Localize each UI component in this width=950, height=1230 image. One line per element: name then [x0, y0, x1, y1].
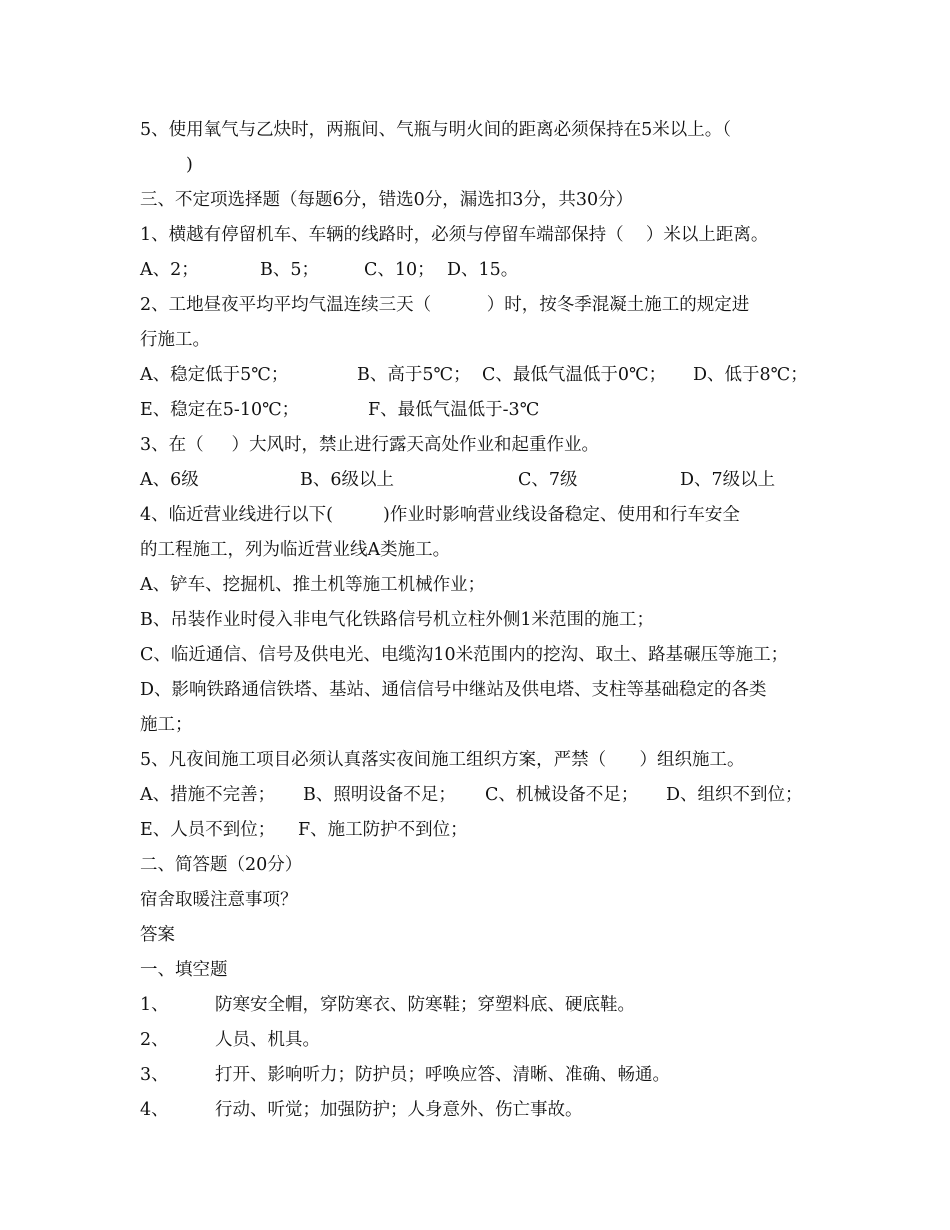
option-d: D、组织不到位； — [666, 785, 803, 805]
option-e: E、人员不到位； — [140, 820, 276, 840]
mc-question-4-line-2: 的工程施工，列为临近营业线A类施工。 — [140, 540, 451, 560]
mc-question-3: 3、在（ ）大风时，禁止进行露天高处作业和起重作业。 — [140, 435, 599, 455]
mc-question-4-option-d-line-1: D、影响铁路通信铁塔、基站、通信信号中继站及供电塔、支柱等基础稳定的各类 — [140, 680, 767, 700]
answers-heading: 答案 — [140, 925, 175, 945]
mc-question-2-line-2: 行施工。 — [140, 330, 210, 350]
answer-number: 4、 — [140, 1100, 169, 1120]
option-f: F、施工防护不到位； — [298, 820, 468, 840]
option-a: A、措施不完善； — [140, 785, 276, 805]
mc-question-1: 1、横越有停留机车、车辆的线路时，必须与停留车端部保持（ ）米以上距离。 — [140, 225, 769, 245]
option-b: B、6级以上 — [300, 470, 394, 490]
option-b: B、高于5℃； — [357, 365, 471, 385]
mc-question-4-option-a: A、铲车、挖掘机、推土机等施工机械作业； — [140, 575, 486, 595]
option-d: D、低于8℃； — [693, 365, 808, 385]
answer-number: 2、 — [140, 1030, 169, 1050]
answer-text: 打开、影响听力；防护员；呼唤应答、清晰、准确、畅通。 — [215, 1065, 670, 1085]
option-c: C、10； — [364, 260, 435, 280]
option-c: C、7级 — [518, 470, 578, 490]
short-answer-question: 宿舍取暖注意事项？ — [140, 890, 298, 910]
answer-number: 3、 — [140, 1065, 169, 1085]
option-a: A、6级 — [140, 470, 199, 490]
question-5-blank-close: ) — [186, 155, 193, 175]
mc-question-4-option-c: C、临近通信、信号及供电光、电缆沟10米范围内的挖沟、取土、路基碾压等施工； — [140, 645, 789, 665]
answer-text: 人员、机具。 — [215, 1030, 320, 1050]
option-c: C、机械设备不足； — [485, 785, 639, 805]
mc-question-5: 5、凡夜间施工项目必须认真落实夜间施工组织方案，严禁（ ）组织施工。 — [140, 750, 745, 770]
section-heading-short-answer: 二、简答题（20分） — [140, 855, 303, 875]
option-a: A、2； — [140, 260, 199, 280]
section-heading-multiple-choice: 三、不定项选择题（每题6分，错选0分，漏选扣3分，共30分） — [140, 190, 634, 210]
option-e: E、稳定在5-10℃； — [140, 400, 300, 420]
answer-number: 1、 — [140, 995, 169, 1015]
mc-question-4-option-b: B、吊装作业时侵入非电气化铁路信号机立柱外侧1米范围的施工； — [140, 610, 654, 630]
answer-text: 行动、听觉；加强防护；人身意外、伤亡事故。 — [215, 1100, 583, 1120]
mc-question-2-line-1: 2、工地昼夜平均平均气温连续三天（ ）时，按冬季混凝土施工的规定进 — [140, 295, 750, 315]
option-b: B、照明设备不足； — [303, 785, 456, 805]
question-5-line-1: 5、使用氧气与乙炔时，两瓶间、气瓶与明火间的距离必须保持在5米以上。（ — [140, 120, 732, 140]
option-c: C、最低气温低于0℃； — [482, 365, 667, 385]
option-d: D、15。 — [447, 260, 519, 280]
option-b: B、5； — [260, 260, 319, 280]
option-d: D、7级以上 — [680, 470, 776, 490]
answers-section-fill-in: 一、填空题 — [140, 960, 228, 980]
mc-question-4-line-1: 4、临近营业线进行以下( )作业时影响营业线设备稳定、使用和行车安全 — [140, 505, 740, 525]
answer-text: 防寒安全帽，穿防寒衣、防寒鞋；穿塑料底、硬底鞋。 — [215, 995, 635, 1015]
option-a: A、稳定低于5℃； — [140, 365, 289, 385]
option-f: F、最低气温低于-3℃ — [368, 400, 540, 420]
mc-question-4-option-d-line-2: 施工； — [140, 715, 193, 735]
